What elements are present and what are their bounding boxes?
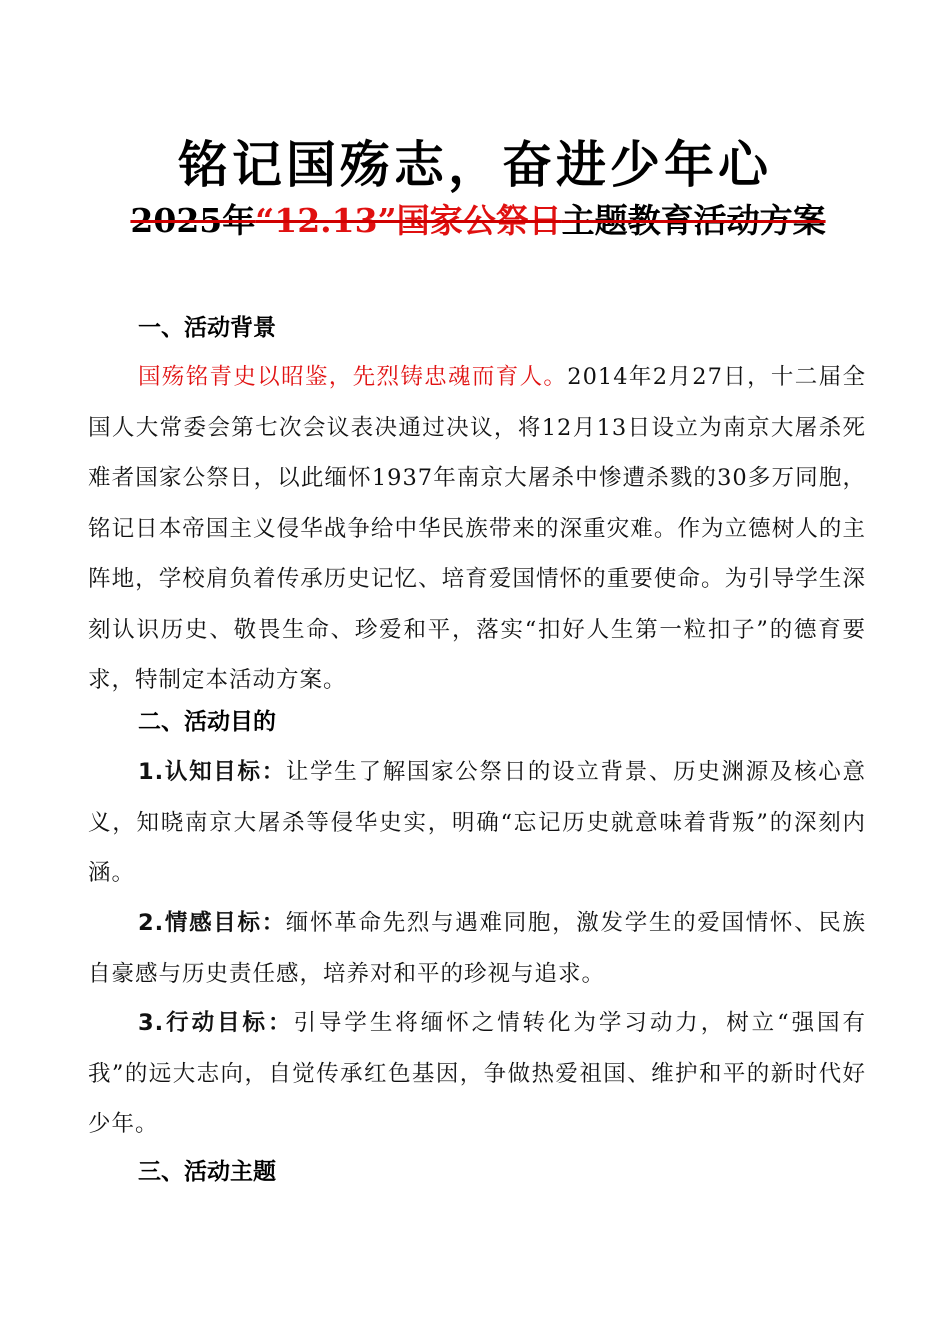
purpose-item-text: 引导学生将缅怀之情转化为学习动力，树立“强国有我”的远大志向，自觉传承红色基因，争做热爱祖国、维护和平的新时代好少年。 (88, 1010, 866, 1137)
background-body-text: 2014年2月27日，十二届全国人大常委会第七次会议表决通过决议，将12月13日设立为南京大屠杀死难者国家公祭日，以此缅怀1937年南京大屠杀中惨遭杀戮的30多万同胞，铭记日本帝国主义侵华战争给中华民族带来的深重灾难。作为立德树人的主阵地，学校肩负着传承历史记忆、培育爱国情怀的重要使命。为引导学生深刻认识历史、敬畏生命、珍爱和平，落实“扣好人生第一粒扣子”的德育要求，特制定本活动方案。 (88, 364, 866, 693)
purpose-item-cognitive (88, 747, 866, 899)
purpose-item-label: 1.认知目标： (138, 759, 286, 785)
section-heading-background: 一、活动背景 (138, 315, 276, 341)
section-heading-theme: 三、活动主题 (138, 1159, 276, 1185)
purpose-item-label: 2.情感目标： (138, 910, 286, 936)
subtitle-year: 2025年 (130, 201, 256, 240)
purpose-item-text: 缅怀革命先烈与遇难同胞，激发学生的爱国情怀、民族自豪感与历史责任感，培养对和平的珍视与追求。 (88, 910, 866, 987)
background-paragraph (88, 352, 866, 706)
section-heading-purpose: 二、活动目的 (138, 709, 276, 735)
subtitle-rest: 主题教育活动方案 (561, 201, 826, 240)
purpose-item-text: 让学生了解国家公祭日的设立背景、历史渊源及核心意义，知晓南京大屠杀等侵华史实，明确“忘记历史就意味着背叛”的深刻内涵。 (88, 759, 866, 886)
purpose-item-action (88, 998, 866, 1150)
document-subtitle (88, 196, 868, 246)
subtitle-red-part: “12.13”国家公祭日 (255, 201, 562, 240)
purpose-item-emotional (88, 898, 866, 999)
background-lead-sentence: 国殇铭青史以昭鉴，先烈铸忠魂而育人。 (138, 364, 568, 390)
document-title: 铭记国殇志，奋进少年心 (178, 136, 772, 194)
purpose-item-label: 3.行动目标： (138, 1010, 294, 1036)
